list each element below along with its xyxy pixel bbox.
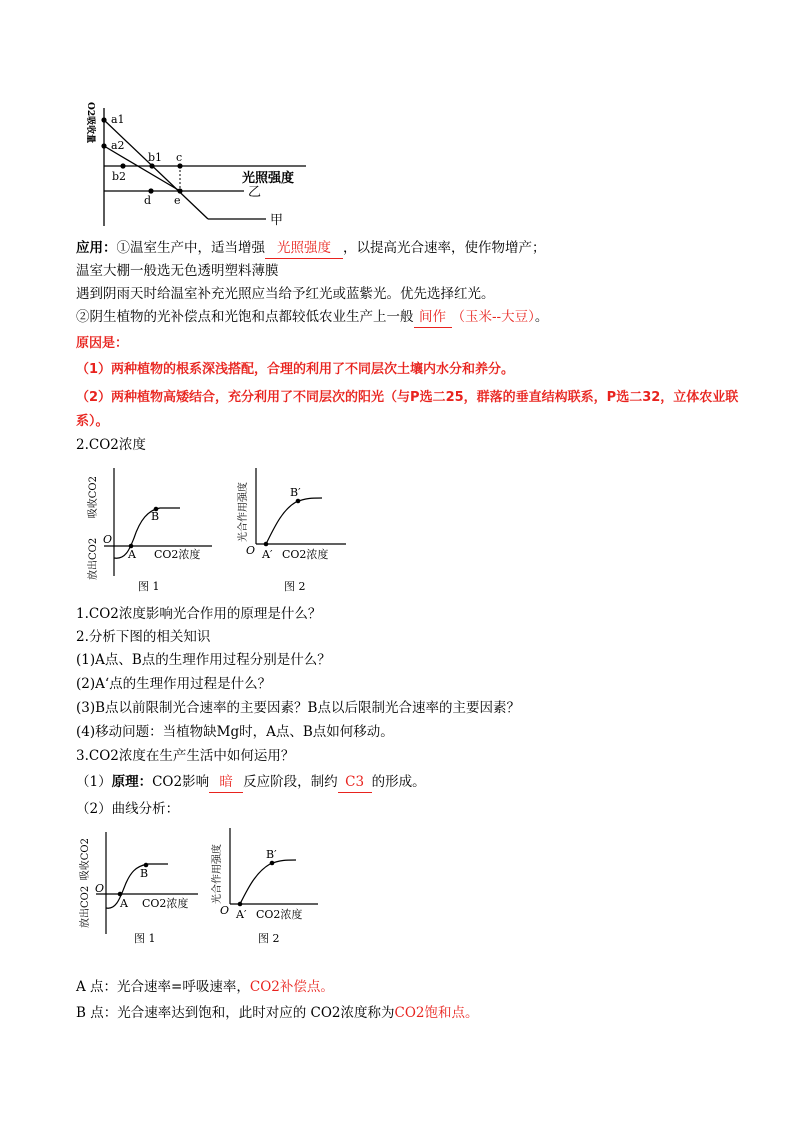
- section2-title: [76, 435, 756, 455]
- label-b2: b2: [112, 170, 127, 183]
- question-2: [76, 627, 756, 647]
- g1-origin: O: [103, 533, 113, 546]
- principle-line: [76, 772, 756, 793]
- x-axis-label: 光照强度: [242, 171, 295, 186]
- intercrop-example: （玉米--大豆）: [451, 309, 535, 325]
- g1-point-a: A: [128, 548, 136, 561]
- question-2-4: [76, 722, 756, 742]
- co2-graph-pair-top: [84, 458, 374, 598]
- principle-label: 原理：: [111, 774, 153, 790]
- reason-heading-text: 原因是：: [76, 336, 129, 351]
- g3-caption: 图 1: [134, 932, 156, 945]
- g3-point-a: A: [120, 897, 128, 910]
- point-a-line: [76, 977, 756, 997]
- g1-y-up: 吸收CO2: [88, 476, 99, 519]
- g2-y-label: 光合作用强度: [238, 482, 249, 542]
- reason-heading: [76, 334, 756, 354]
- reason-1-text: （1）两种植物的根系深浅搭配，合理的利用了不同层次土壤内水分和养分。: [76, 362, 515, 377]
- application-l4-a: ②阴生植物的光补偿点和光饱和点都较低农业生产上一般: [76, 309, 414, 325]
- light-intensity-graph: [76, 98, 316, 230]
- blank-dark-reaction: 暗: [209, 772, 243, 793]
- g3-origin: O: [95, 882, 105, 895]
- label-e: e: [174, 194, 181, 207]
- question-3-text: 3.CO2浓度在生产生活中如何运用？: [76, 748, 295, 764]
- question-2-2-text: (2)A‘点的生理作用过程是什么？: [76, 676, 272, 692]
- application-heading: 应用：: [76, 240, 117, 256]
- g3-y-down: 放出CO2: [80, 885, 91, 928]
- question-2-3-text: (3)B点以前限制光合速率的主要因素？B点以后限制光合速率的主要因素？: [76, 700, 520, 716]
- g3-x-label: CO2浓度: [142, 897, 189, 910]
- label-b1: b1: [148, 151, 163, 164]
- application-line-1: [76, 238, 756, 259]
- y-axis-label: O2吸收量: [85, 102, 95, 144]
- series-jia: 甲: [270, 213, 284, 228]
- g2-x-label: CO2浓度: [282, 548, 329, 561]
- point-b-desc: B 点：光合速率达到饱和，此时对应的 CO2浓度称为: [76, 1005, 395, 1021]
- reason-1: [76, 360, 756, 380]
- g1-caption: 图 1: [138, 580, 160, 593]
- co2-compensation-point: CO2补偿点。: [249, 979, 334, 995]
- application-l4-c: 。: [534, 309, 549, 325]
- application-line-3: [76, 284, 756, 304]
- question-2-2: [76, 674, 756, 694]
- principle-a: CO2影响: [152, 774, 210, 790]
- label-d: d: [144, 194, 152, 207]
- label-c: c: [176, 151, 183, 164]
- g3-point-b: B: [140, 867, 149, 880]
- co2-saturation-point: CO2饱和点。: [394, 1005, 479, 1021]
- reason-2-text: （2）两种植物高矮结合，充分利用了不同层次的阳光（与P选二25，群落的垂直结构联系，P选二32，立体农业联系）。: [76, 390, 739, 429]
- g1-point-b: B: [151, 510, 160, 523]
- question-3: [76, 746, 756, 766]
- g1-x-label: CO2浓度: [154, 548, 201, 561]
- application-line-2: [76, 261, 756, 281]
- g4-origin: O: [220, 904, 230, 917]
- question-1: [76, 604, 756, 624]
- application-l2: 温室大棚一般选无色透明塑料薄膜: [76, 263, 279, 279]
- g2-origin: O: [246, 544, 256, 557]
- g2-caption: 图 2: [284, 580, 306, 593]
- question-1-text: 1.CO2浓度影响光合作用的原理是什么？: [76, 606, 322, 622]
- g3-y-up: 吸收CO2: [80, 838, 91, 881]
- label-a2: a2: [111, 139, 125, 152]
- application-l1-a: ①温室生产中，适当增强: [116, 240, 265, 256]
- label-a1: a1: [111, 113, 125, 126]
- g4-caption: 图 2: [258, 932, 280, 945]
- question-2-3: [76, 698, 756, 718]
- section2-title-text: 2.CO2浓度: [76, 437, 146, 453]
- blank-light-intensity: 光照强度: [265, 238, 343, 259]
- application-l3: 遇到阴雨天时给温室补充光照应当给予红光或蓝紫光。优先选择红光。: [76, 286, 495, 302]
- principle-prefix: （1）: [76, 774, 112, 790]
- principle-b: 反应阶段，制约: [243, 774, 338, 790]
- question-2-1: [76, 650, 756, 670]
- question-2-4-text: (4)移动问题：当植物缺Mg时，A点、B点如何移动。: [76, 724, 394, 740]
- blank-c3: C3: [338, 772, 372, 793]
- question-2-text: 2.分析下图的相关知识: [76, 629, 211, 645]
- reason-2: [76, 386, 756, 434]
- application-line-4: [76, 307, 756, 328]
- g4-point-b: B′: [266, 848, 277, 861]
- g4-point-a: A′: [236, 908, 247, 921]
- curve-analysis: [76, 799, 756, 819]
- point-a-desc: A 点：光合速率=呼吸速率，: [76, 979, 250, 995]
- curve-analysis-text: （2）曲线分析：: [76, 801, 180, 817]
- application-l1-b: ，以提高光合速率，使作物增产；: [343, 240, 546, 256]
- g1-y-down: 放出CO2: [88, 537, 99, 580]
- co2-graph-pair-bottom: [76, 822, 346, 952]
- question-2-1-text: (1)A点、B点的生理作用过程分别是什么？: [76, 652, 331, 668]
- blank-intercrop: 间作: [414, 307, 452, 328]
- g4-x-label: CO2浓度: [256, 908, 303, 921]
- g4-y-label: 光合作用强度: [212, 844, 223, 904]
- series-yi: 乙: [248, 185, 262, 200]
- principle-c: 的形成。: [371, 774, 426, 790]
- point-b-line: [76, 1003, 756, 1023]
- g2-point-a: A′: [262, 548, 273, 561]
- g2-point-b: B′: [290, 486, 301, 499]
